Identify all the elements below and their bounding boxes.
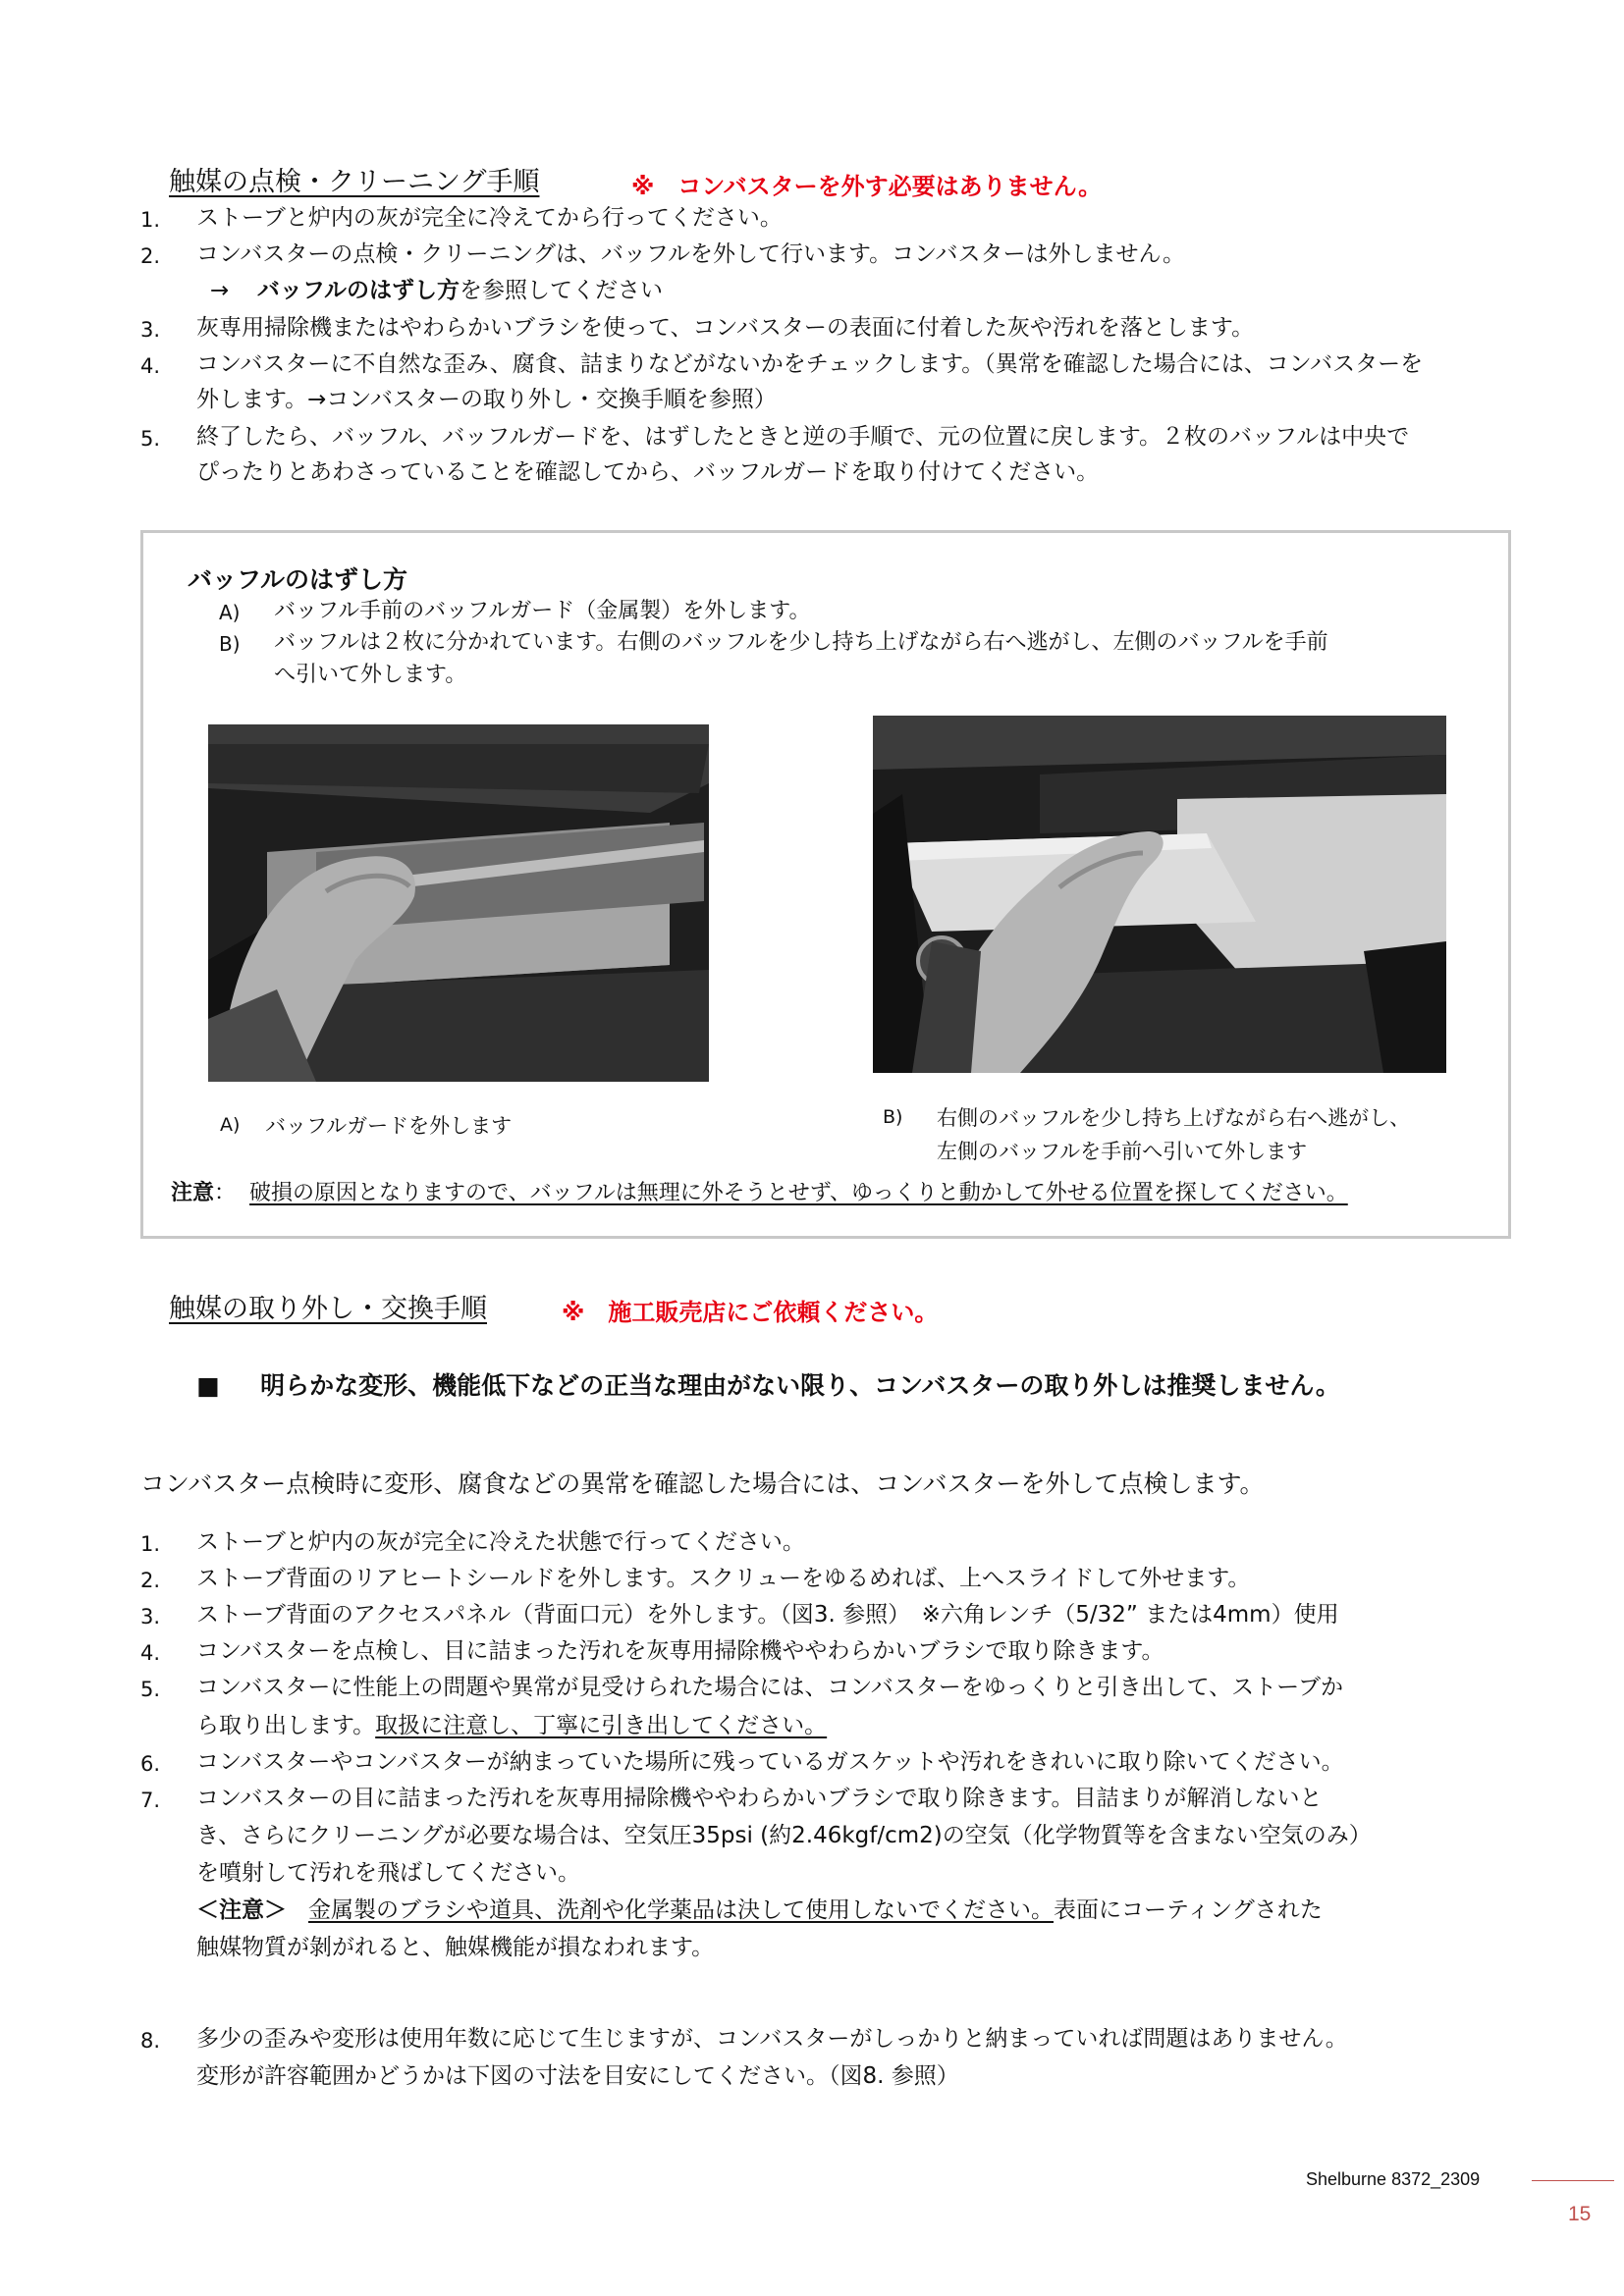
list-item: コンバスターの点検・クリーニングは、バッフルを外して行います。コンバスターは外しません。 — [196, 241, 1185, 267]
photo-b-illustration — [873, 716, 1446, 1073]
list-number: 2. — [140, 244, 161, 268]
list-item: ストーブと炉内の灰が完全に冷えてから行ってください。 — [196, 205, 783, 231]
baffle-box-title: バッフルのはずし方 — [188, 565, 408, 594]
warning-text: 明らかな変形、機能低下などの正当な理由がない限り、コンバスターの取り外しは推奨しません。 — [260, 1371, 1340, 1400]
list-item: ストーブ背面のアクセスパネル（背面口元）を外します。（図3. 参照） ※六角レンチ（5/32” または4mm）使用 — [196, 1602, 1339, 1628]
list-item: コンバスターやコンバスターが納まっていた場所に残っているガスケットや汚れをきれいに取り除いてください。 — [196, 1749, 1344, 1775]
section2-intro: コンバスター点検時に変形、腐食などの異常を確認した場合には、コンバスターを外して点検します。 — [140, 1469, 1265, 1498]
list-number: 2. — [140, 1569, 161, 1592]
list-item: コンバスターに性能上の問題や異常が見受けられた場合には、コンバスターをゆっくりと引き出して、ストーブか — [196, 1675, 1343, 1700]
arrow-icon: → — [210, 278, 230, 303]
list-number: 5. — [140, 427, 161, 451]
caption-b-text-cont: 左側のバッフルを手前へ引いて外します — [937, 1140, 1308, 1163]
reference-rest: を参照してください — [460, 278, 663, 303]
page-number: 15 — [1568, 2203, 1592, 2225]
footer-doc-id: Shelburne 8372_2309 — [1306, 2169, 1481, 2189]
caution-label: 注意 — [171, 1181, 215, 1205]
caption-b-label: B) — [883, 1106, 903, 1128]
list-number: 7. — [140, 1789, 161, 1812]
caution-rest: 表面にコーティングされた — [1054, 1897, 1323, 1923]
caption-b-text: 右側のバッフルを少し持ち上げながら右へ逃がし、 — [937, 1106, 1411, 1130]
list-number: 5. — [140, 1678, 161, 1701]
list-item: 終了したら、バッフル、バッフルガードを、はずしたときと逆の手順で、元の位置に戻します。２枚のバッフルは中央で — [196, 424, 1410, 450]
baffle-removal-box — [140, 530, 1511, 1239]
list-number: 3. — [140, 1605, 161, 1629]
list-item: コンバスターの目に詰まった汚れを灰専用掃除機ややわらかいブラシで取り除きます。目詰まりが解消しないと — [196, 1786, 1323, 1811]
list-item-cont: を噴射して汚れを飛ばしてください。 — [196, 1860, 580, 1886]
list-number: 3. — [140, 318, 161, 342]
list-item-cont: ぴったりとあわさっていることを確認してから、バッフルガードを取り付けてください。 — [196, 459, 1100, 485]
baffle-caution — [171, 1176, 1348, 1206]
list-item: 灰専用掃除機またはやわらかいブラシを使って、コンバスターの表面に付着した灰や汚れを落とします。 — [196, 315, 1255, 341]
step-text: バッフル手前のバッフルガード（金属製）を外します。 — [274, 599, 811, 623]
caption-a-text: バッフルガードを外します — [265, 1114, 513, 1138]
list-item-cont: 変形が許容範囲かどうかは下図の寸法を目安にしてください。（図8. 参照） — [196, 2063, 959, 2089]
list-number: 1. — [140, 1532, 161, 1556]
list-number: 1. — [140, 208, 161, 232]
list-item-cont: 外します。→コンバスターの取り外し・交換手順を参照） — [196, 387, 777, 412]
photo-a-removing-baffle-guard — [208, 724, 709, 1082]
caution-underlined: 金属製のブラシや道具、洗剤や化学薬品は決して使用しないでください。 — [308, 1897, 1054, 1923]
section1-title: 触媒の点検・クリーニング手順 — [169, 167, 540, 197]
caution-colon: ： — [214, 1181, 237, 1205]
list-number: 4. — [140, 354, 161, 378]
list-item-underlined: 取扱に注意し、丁寧に引き出してください。 — [375, 1713, 828, 1738]
section1-note: ※ コンバスターを外す必要はありません。 — [631, 173, 1103, 200]
footer-rule — [1532, 2180, 1614, 2181]
step-label: A) — [219, 601, 241, 624]
square-bullet-icon: ■ — [196, 1371, 220, 1400]
list-item: ストーブ背面のリアヒートシールドを外します。スクリューをゆるめれば、上へスライドして外せます。 — [196, 1566, 1251, 1591]
list-item: ストーブと炉内の灰が完全に冷えた状態で行ってください。 — [196, 1529, 805, 1555]
step-label: B) — [219, 632, 241, 656]
section2-note: ※ 施工販売店にご依頼ください。 — [562, 1299, 939, 1326]
section2-title: 触媒の取り外し・交換手順 — [169, 1294, 487, 1324]
step-text: バッフルは２枚に分かれています。右側のバッフルを少し持ち上げながら右へ逃がし、左側のバッフルを手前 — [274, 630, 1328, 655]
list-item-cont: き、さらにクリーニングが必要な場合は、空気圧35psi (約2.46kgf/cm2)の空気（化学物質等を含まない空気のみ） — [196, 1823, 1372, 1848]
list-item-cont — [196, 1708, 827, 1743]
list-item-cont: 触媒物質が剝がれると、触媒機能が損なわれます。 — [196, 1935, 715, 1960]
reference-bold: バッフルのはずし方 — [256, 278, 460, 303]
section2-warning — [196, 1366, 1340, 1402]
list-number: 6. — [140, 1752, 161, 1776]
list-item: 多少の歪みや変形は使用年数に応じて生じますが、コンバスターがしっかりと納まっていれば問題はありません。 — [196, 2026, 1348, 2052]
photo-a-illustration — [208, 724, 709, 1082]
list-item-plain: ら取り出します。 — [196, 1713, 376, 1738]
photo-b-removing-baffle — [873, 716, 1446, 1073]
list-item: コンバスターに不自然な歪み、腐食、詰まりなどがないかをチェックします。（異常を確認した場合には、コンバスターを — [196, 351, 1424, 377]
caution-text: 破損の原因となりますので、バッフルは無理に外そうとせず、ゆっくりと動かして外せる位置を探してください。 — [249, 1181, 1348, 1205]
caution-label: ＜注意＞ — [196, 1897, 287, 1923]
list-item-reference — [210, 273, 663, 308]
list-number: 4. — [140, 1641, 161, 1665]
list-item: コンバスターを点検し、目に詰まった汚れを灰専用掃除機ややわらかいブラシで取り除きます。 — [196, 1638, 1164, 1664]
caption-a-label: A) — [220, 1114, 241, 1136]
list-number: 8. — [140, 2029, 161, 2053]
list-item-caution — [196, 1893, 1323, 1928]
step-text-cont: へ引いて外します。 — [274, 663, 467, 687]
